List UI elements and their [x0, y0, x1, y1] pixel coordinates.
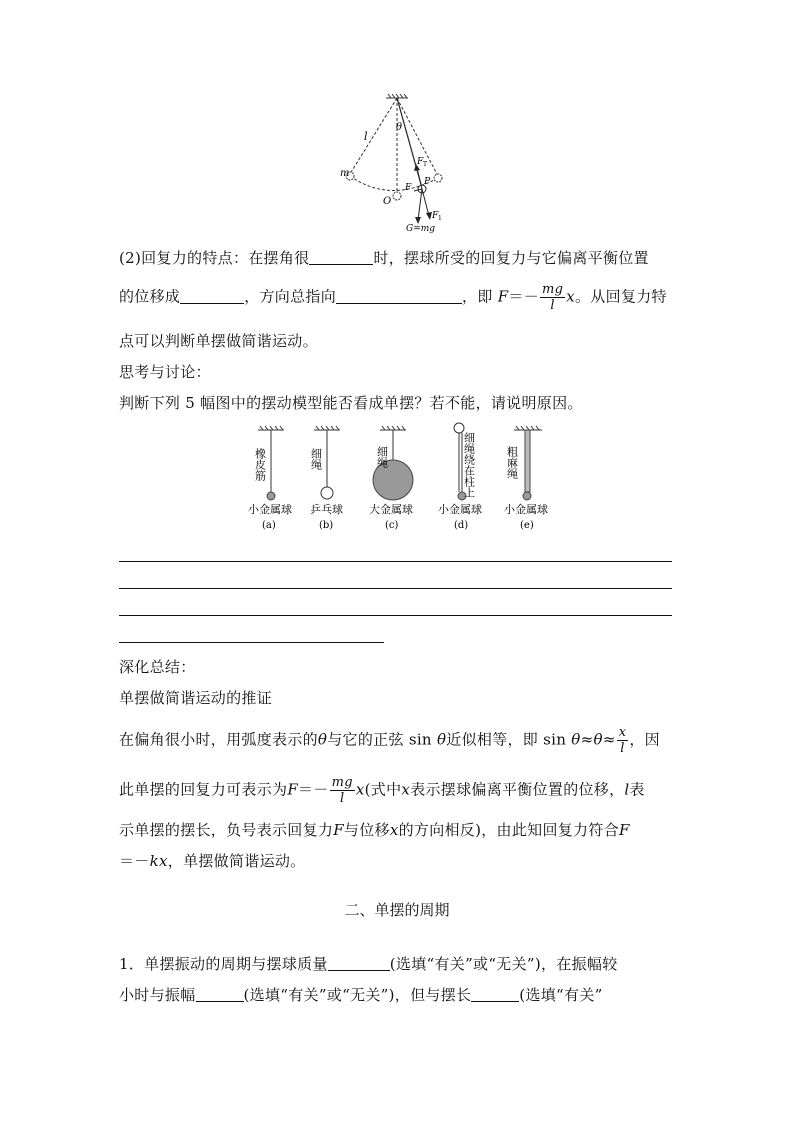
summary-title: 深化总结： — [119, 658, 196, 676]
section2-line1 — [119, 953, 618, 974]
text: 的位移成 — [119, 287, 181, 306]
text: (选填“有关”或“无关”)，在振幅较 — [389, 955, 618, 973]
answer-blank[interactable] — [196, 987, 244, 1002]
text: (式中 — [364, 780, 402, 799]
answer-line-1[interactable] — [119, 561, 672, 562]
text: ＝－ — [298, 780, 329, 799]
ball-e — [523, 492, 531, 500]
text: ，即 — [462, 287, 493, 306]
text: (选填“有关” — [519, 986, 603, 1004]
model-c-tag: (c) — [385, 520, 399, 531]
text: 小时与振幅 — [119, 986, 196, 1004]
label-p: P — [424, 177, 431, 187]
var-f: F — [287, 780, 299, 799]
think-question: 判断下列 5 幅图中的摆动模型能否看成单摆？若不能，请说明原因。 — [119, 394, 583, 412]
label-f: F — [405, 183, 412, 193]
text: 与位移 — [343, 821, 390, 839]
answer-line-3[interactable] — [119, 615, 672, 616]
section2-title: 二、单摆的周期 — [344, 901, 450, 919]
numerator: mg — [542, 282, 564, 297]
model-c-ball: 大金属球 — [369, 503, 413, 516]
model-d-string: 细绳绕在柱上 — [462, 432, 476, 498]
label-theta: θ — [396, 122, 403, 133]
label-g: G=mg — [406, 224, 436, 234]
model-b-tag: (b) — [319, 520, 334, 531]
answer-blank[interactable] — [471, 987, 519, 1002]
text: 示单摆的摆长，负号表示回复力 — [119, 821, 334, 839]
denominator: l — [620, 741, 625, 756]
text: 时，摆球所受的回复力与它偏离平衡位置 — [373, 249, 649, 267]
var-x: x — [401, 780, 411, 799]
label-ft-sub: T — [423, 161, 428, 168]
text: 1．单摆振动的周期与摆球质量 — [119, 955, 328, 973]
var-f: F — [333, 821, 344, 839]
var-x: x — [355, 780, 365, 799]
text: ，单摆做简谐运动。 — [167, 852, 306, 870]
answer-blank[interactable] — [309, 250, 373, 265]
model-e-ball: 小金属球 — [504, 503, 548, 516]
var-x: x — [389, 821, 399, 839]
text: 。从回复力特 — [575, 287, 667, 306]
denominator: l — [340, 791, 345, 806]
f1-arrow — [422, 189, 429, 216]
string-left — [350, 98, 397, 174]
fraction-mg-over-l — [330, 775, 355, 806]
answer-blank[interactable] — [328, 956, 390, 971]
text: 表 — [629, 780, 645, 799]
thick-rope — [525, 430, 530, 492]
fraction-mg-over-l — [540, 282, 565, 313]
ball-b — [321, 487, 333, 499]
model-b-string: 细绳 — [309, 448, 323, 470]
gravity-arrowhead — [415, 217, 421, 224]
var-theta: θ — [317, 730, 328, 749]
summary-line1 — [119, 725, 660, 756]
label-ft: F — [417, 157, 424, 167]
ball-center — [393, 192, 401, 200]
text: 在偏角很小时，用弧度表示的 — [119, 730, 318, 749]
model-a-tag: (a) — [262, 520, 276, 531]
label-o: O — [383, 196, 392, 207]
model-d-ball: 小金属球 — [438, 503, 482, 516]
label-l: l — [364, 130, 368, 143]
summary-line4 — [119, 850, 305, 871]
ball-a — [267, 492, 275, 500]
var-x: x — [566, 287, 576, 306]
summary-line3 — [119, 819, 630, 840]
summary-subtitle: 单摆做简谐运动的推证 — [119, 689, 273, 707]
model-e-string: 粗麻绳 — [505, 446, 519, 479]
var-kx: kx — [149, 852, 168, 870]
model-b-ball: 乒乓球 — [310, 503, 343, 516]
model-a-string: 橡皮筋 — [253, 448, 267, 481]
label-m: m — [340, 168, 350, 179]
var-f: F — [618, 821, 630, 839]
answer-line-4[interactable] — [119, 642, 384, 643]
para1-line1 — [119, 247, 649, 268]
text: 表示摆球偏离平衡位置的位移， — [410, 780, 625, 799]
para1-line3: 点可以判断单摆做简谐运动。 — [119, 332, 318, 350]
text: 近似相等，即 sin — [446, 730, 572, 749]
ceiling-hatch — [386, 94, 408, 98]
label-f1: F — [432, 211, 439, 221]
text: 与它的正弦 sin — [327, 730, 437, 749]
pendulum-models-figure — [240, 422, 560, 534]
text: 的方向相反)，由此知回复力符合 — [398, 821, 619, 839]
para1-line2 — [119, 282, 667, 313]
section2-line2 — [119, 984, 603, 1005]
text: ＝－ — [119, 852, 150, 870]
text: (选填“有关”或“无关”)，但与摆长 — [243, 986, 472, 1004]
fraction-x-over-l — [617, 725, 629, 756]
ball-right — [434, 174, 442, 182]
text: ，方向总指向 — [244, 287, 337, 306]
think-title: 思考与讨论： — [119, 363, 211, 381]
pendulum-force-diagram — [330, 92, 450, 234]
model-a-ball: 小金属球 — [248, 503, 292, 516]
text: (2)回复力的特点：在摆角很 — [119, 249, 310, 267]
text: 此单摆的回复力可表示为 — [119, 780, 288, 799]
model-e-tag: (e) — [520, 520, 534, 531]
numerator: mg — [331, 775, 353, 790]
numerator: x — [618, 725, 627, 740]
denominator: l — [550, 298, 555, 313]
answer-line-2[interactable] — [119, 588, 672, 589]
var-l: l — [624, 780, 630, 799]
model-c-string: 细绳 — [375, 446, 389, 468]
var-theta: θ — [436, 730, 447, 749]
approx-chain: θ≈θ≈ — [571, 730, 616, 749]
model-d-tag: (d) — [454, 520, 469, 531]
answer-blank[interactable] — [336, 289, 462, 304]
text: ＝－ — [508, 287, 540, 306]
label-f1-sub: 1 — [438, 215, 442, 222]
var-f: F — [497, 287, 509, 306]
gravity-arrow — [418, 189, 422, 220]
summary-line2 — [119, 775, 645, 806]
text: ，因 — [629, 730, 660, 749]
answer-blank[interactable] — [180, 289, 244, 304]
